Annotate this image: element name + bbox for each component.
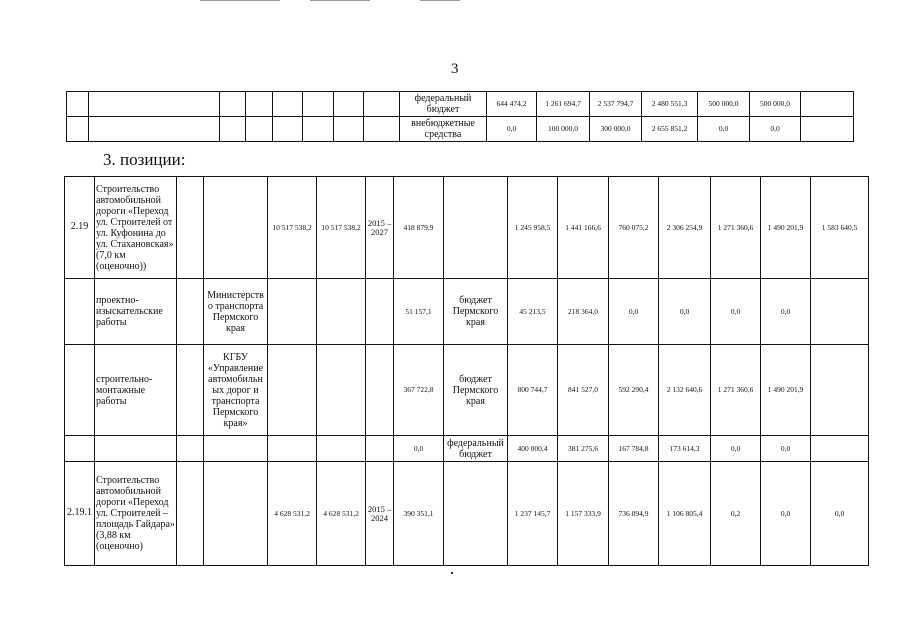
position-code: 2.19 [65, 177, 95, 279]
executor: КГБУ «Управление автомобильных дорог и транспорта Пермского края» [204, 345, 268, 436]
amount-cell: 1 106 805,4 [659, 462, 711, 566]
table-row [65, 345, 869, 436]
table-row [65, 436, 869, 462]
amount-cell: 100 000,0 [537, 117, 590, 142]
amount-cell: 381 275,6 [558, 436, 609, 462]
period-years: 2015 – 2027 [366, 177, 394, 279]
amount-cell: 760 075,2 [609, 177, 659, 279]
amount-cell: 0,0 [761, 436, 811, 462]
amount-cell: 1 237 145,7 [508, 462, 558, 566]
scan-edge-line [310, 0, 370, 1]
work-type: строительно-монтажные работы [95, 345, 177, 436]
amount-cell: 1 261 694,7 [537, 92, 590, 117]
cost-remaining: 4 628 531,2 [317, 462, 366, 566]
continuation-table [66, 91, 854, 142]
table-row [67, 117, 854, 142]
page-number: 3 [451, 61, 459, 77]
funding-source: федеральный бюджет [444, 436, 508, 462]
table-row [65, 462, 869, 566]
amount-cell: 0,0 [811, 462, 869, 566]
amount-cell: 800 744,7 [508, 345, 558, 436]
amount-cell: 0,0 [487, 117, 537, 142]
scan-speck [451, 572, 453, 574]
amount-cell: 0,0 [711, 436, 761, 462]
amount-cell: 2 306 254,9 [659, 177, 711, 279]
amount-cell: 0,2 [711, 462, 761, 566]
amount-cell: 1 271 360,6 [711, 345, 761, 436]
position-name: Строительство автомобильной дороги «Переход ул. Строителей от ул. Куфонина до ул. Стахановская» (7,0 км (оценочно)) [95, 177, 177, 279]
table-row [65, 279, 869, 345]
amount-cell: 644 474,2 [487, 92, 537, 117]
cost-remaining: 10 517 538,2 [317, 177, 366, 279]
amount-cell: 500 000,0 [698, 92, 750, 117]
amount-cell: 2 132 640,6 [659, 345, 711, 436]
amount-cell: 0,0 [609, 279, 659, 345]
amount-cell: 1 583 640,5 [811, 177, 869, 279]
amount-cell: 0,0 [698, 117, 750, 142]
amount-cell: 167 784,8 [609, 436, 659, 462]
scan-edge-line [200, 0, 280, 1]
funding-source: внебюджетные средства [400, 117, 487, 142]
funding-source: бюджет Пермского края [444, 279, 508, 345]
position-name: Строительство автомобильной дороги «Переход ул. Строителей – площадь Гайдара» (3,88 км (оценочно) [95, 462, 177, 566]
amount-cell: 1 271 360,6 [711, 177, 761, 279]
executor: Министерство транспорта Пермского края [204, 279, 268, 345]
amount-cell: 173 614,3 [659, 436, 711, 462]
amount-cell: 45 213,5 [508, 279, 558, 345]
amount-cell: 592 290,4 [609, 345, 659, 436]
amount-cell: 1 157 333,9 [558, 462, 609, 566]
amount-cell: 400 000,4 [508, 436, 558, 462]
scan-edge-line [420, 0, 460, 1]
amount-cell: 0,0 [659, 279, 711, 345]
amount-cell: 1 490 201,9 [761, 345, 811, 436]
amount-cell: 736 894,9 [609, 462, 659, 566]
amount-cell: 841 527,0 [558, 345, 609, 436]
amount-cell: 2 537 794,7 [590, 92, 642, 117]
value-cell: 390 351,1 [394, 462, 444, 566]
work-type: проектно-изыскательские работы [95, 279, 177, 345]
amount-cell: 300 000,0 [590, 117, 642, 142]
amount-cell: 218 364,0 [558, 279, 609, 345]
positions-table [64, 176, 869, 566]
funding-source: бюджет Пермского края [444, 345, 508, 436]
amount-cell: 1 441 166,6 [558, 177, 609, 279]
amount-cell: 0,0 [711, 279, 761, 345]
value-cell: 51 157,1 [394, 279, 444, 345]
amount-cell: 0,0 [761, 279, 811, 345]
amount-cell: 1 245 958,5 [508, 177, 558, 279]
funding-source: федеральный бюджет [400, 92, 487, 117]
table-row [67, 92, 854, 117]
amount-cell: 0,0 [750, 117, 801, 142]
amount-cell: 500 000,0 [750, 92, 801, 117]
period-years: 2015 – 2024 [366, 462, 394, 566]
value-cell: 418 879,9 [394, 177, 444, 279]
cost-total: 4 628 531,2 [268, 462, 317, 566]
amount-cell: 2 655 851,2 [642, 117, 698, 142]
table-row [65, 177, 869, 279]
value-cell: 0,0 [394, 436, 444, 462]
cost-total: 10 517 538,2 [268, 177, 317, 279]
amount-cell: 1 490 201,9 [761, 177, 811, 279]
section-heading: 3. позиции: [103, 150, 186, 169]
amount-cell: 2 480 551,3 [642, 92, 698, 117]
amount-cell: 0,0 [761, 462, 811, 566]
position-code: 2.19.1 [65, 462, 95, 566]
value-cell: 367 722,8 [394, 345, 444, 436]
